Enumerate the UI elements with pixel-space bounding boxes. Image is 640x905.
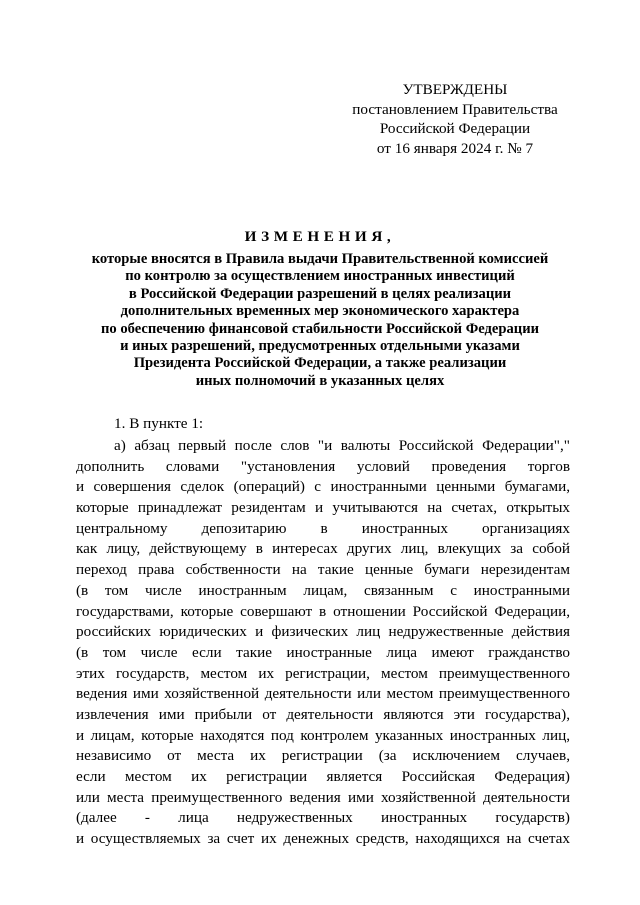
approval-line-2: Российской Федерации xyxy=(379,120,531,137)
body-line: как лицу, действующему в интересах других лиц, влекущих за собой xyxy=(76,540,570,558)
document-subtitle xyxy=(60,251,580,390)
subtitle-line: по обеспечению финансовой стабильности Российской Федерации xyxy=(100,320,540,337)
approval-title: УТВЕРЖДЕНЫ xyxy=(402,81,508,98)
body-line: которые принадлежат резидентам и учитываются на счетах, открытых xyxy=(76,499,570,517)
body-line: ведения ими хозяйственной деятельности или местом преимущественного xyxy=(76,685,570,703)
body-line: если местом их регистрации является Российская Федерация) xyxy=(76,768,570,785)
body-line: этих государств, местом их регистрации, местом преимущественного xyxy=(76,664,570,682)
point-heading: 1. В пункте 1: xyxy=(114,415,204,432)
body-line: извлечения ими прибыли от деятельности являются эти государства), xyxy=(76,705,570,723)
subtitle-line: иных полномочий в указанных целях xyxy=(195,372,445,389)
body-line: (в том числе если такие иностранные лица имеют гражданство xyxy=(76,643,570,661)
body-line: и лицам, которые находятся под контролем указанных иностранных лиц, xyxy=(76,726,570,744)
body-line: или места преимущественного ведения ими хозяйственной деятельности xyxy=(76,788,570,806)
body-line: государствами, которые совершают в отношении Российской Федерации, xyxy=(76,602,570,620)
subtitle-line: по контролю за осуществлением иностранных инвестиций xyxy=(125,268,515,285)
body-line: переход права собственности на такие ценные бумаги нерезидентам xyxy=(76,561,570,579)
subtitle-line: в Российской Федерации разрешений в целях реализации xyxy=(128,285,512,302)
body-line: центральному депозитарию в иностранных организациях xyxy=(76,519,570,537)
body-line: дополнить словами "установления условий проведения торгов xyxy=(76,457,570,475)
document-title: ИЗМЕНЕНИЯ, xyxy=(244,228,396,245)
body-line: и осуществляемых за счет их денежных средств, находящихся на счетах xyxy=(76,830,570,848)
subtitle-line: Президента Российской Федерации, а также реализации xyxy=(133,355,507,372)
approval-line-1: постановлением Правительства xyxy=(352,100,558,118)
body-line: а) абзац первый после слов "и валюты Российской Федерации"," xyxy=(114,437,570,454)
body-line: (в том числе иностранным лицам, связанным с иностранными xyxy=(76,581,570,599)
approval-date-line: от 16 января 2024 г. № 7 xyxy=(376,139,534,157)
body-line: независимо от места их регистрации (за исключением случаев, xyxy=(76,747,570,765)
body-line: и совершения сделок (операций) с иностранными ценными бумагами, xyxy=(76,478,570,496)
subtitle-line: которые вносятся в Правила выдачи Правительственной комиссией xyxy=(91,251,549,267)
body-line: российских юридических и физических лиц недружественные действия xyxy=(76,623,570,641)
body-paragraph xyxy=(76,436,570,850)
subtitle-line: и иных разрешений, предусмотренных отдельными указами xyxy=(120,338,520,355)
body-line: (далее - лица недружественных иностранных государств) xyxy=(76,809,570,827)
approval-block xyxy=(330,80,580,158)
subtitle-line: дополнительных временных мер экономического характера xyxy=(120,303,520,320)
